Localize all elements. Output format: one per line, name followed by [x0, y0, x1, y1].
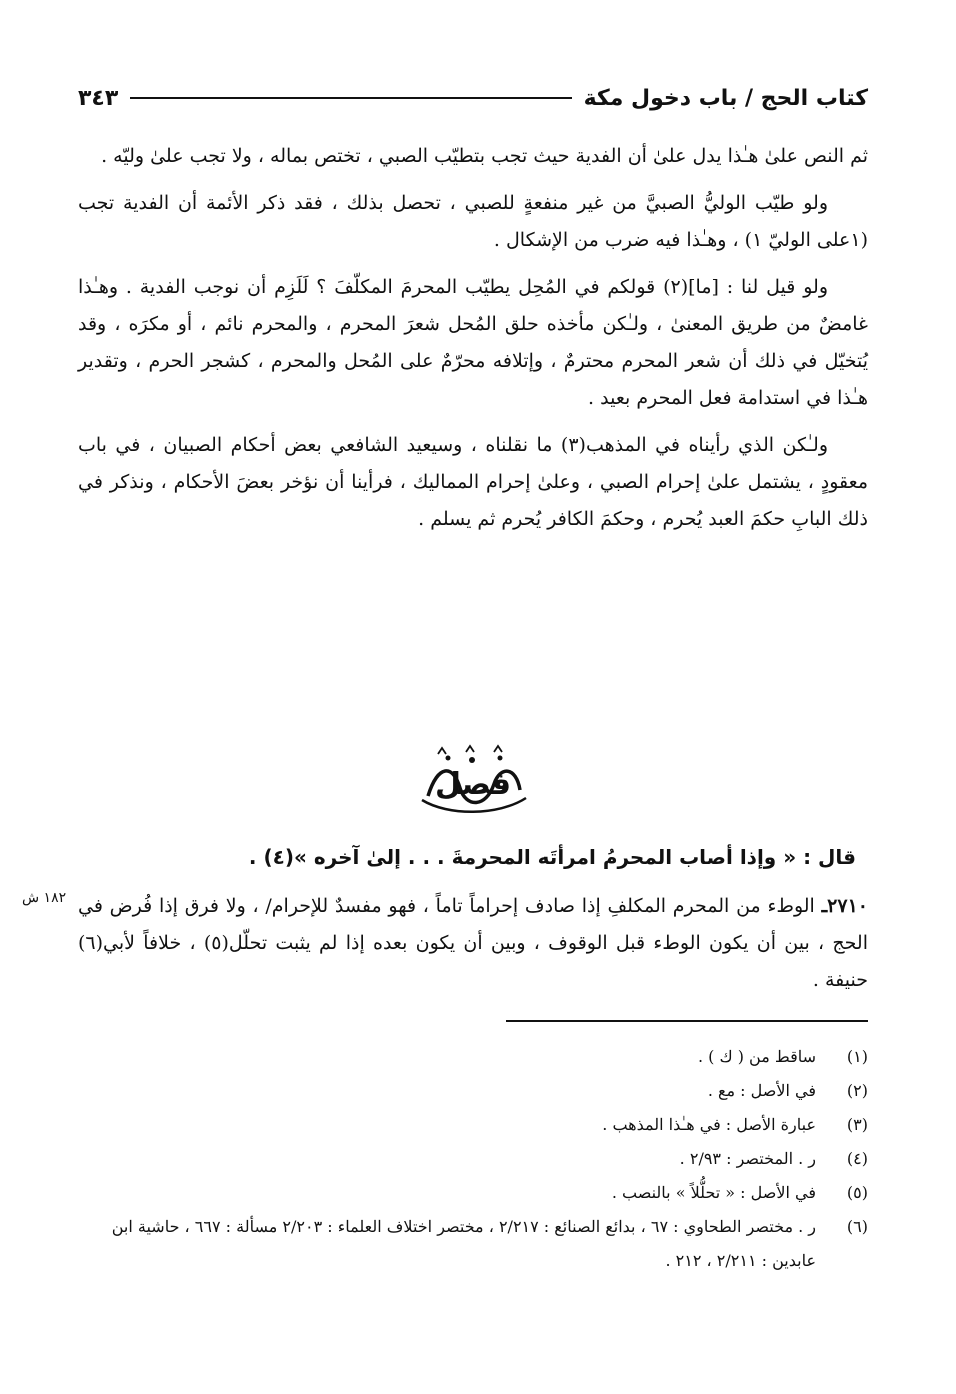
paragraph-1: ثم النص علىٰ هـٰذا يدل علىٰ أن الفدية حيث تجب بتطيّب الصبي ، تختص بماله ، ولا تجب علىٰ وليّه . — [101, 145, 868, 167]
item-number: ٢٧١٠ـ — [821, 895, 868, 917]
paragraph-2: ولو طيّب الوليُّ الصبيَّ من غير منفعةٍ للصبي ، تحصل بذلك ، فقد ذكر الأئمة أن الفدية تجب (١على الوليّ ١) ، وهـٰذا فيه ضرب من الإشكال . — [78, 192, 868, 251]
chapter-title: كتاب الحج / باب دخول مكة — [583, 85, 868, 111]
footnote-3 — [78, 1108, 868, 1142]
footnote-number: (٣) — [846, 1115, 868, 1134]
footnote-number: (٥) — [846, 1183, 868, 1202]
paragraph-3: ولو قيل لنا : [ما](٢) قولكم في المُحِل يطيّب المحرمَ المكلّفَ ؟ لَلَزِم أن نوجب الفدية . وهـٰذا غامضٌ من طريق المعنىٰ ، ولـٰكن مأخذه حلق المُحل شعرَ المحرم ، والمحرم نائم ، أو مكرَه ، وقد يُتخيّل في ذلك أن شعر المحرم محترمٌ ، وإتلافه محرّمٌ على المُحل والمحرم ، كشجر الحرم ، وتقدير هـٰذا في استدامة فعل المحرم بعيد . — [78, 276, 868, 409]
calligraphy-ornament-icon — [408, 744, 538, 824]
footnote-number: (٤) — [846, 1149, 868, 1168]
footnote-text: ر . مختصر الطحاوي : ٦٧ ، بدائع الصنائع : ٢/٢١٧ ، مختصر اختلاف العلماء : ٢/٢٠٣ مسألة : ٦٦٧ ، حاشية ابن عابدين : ٢/٢١١ ، ٢١٢ . — [111, 1217, 816, 1270]
footnote-4 — [78, 1142, 868, 1176]
header-rule — [130, 97, 571, 99]
footnote-6 — [78, 1210, 868, 1278]
footnote-number: (٦) — [846, 1217, 868, 1236]
footnote-number: (١) — [846, 1047, 868, 1066]
main-text — [78, 138, 868, 548]
footnote-text: في الأصل : « تحلُّلاً » بالنصب . — [611, 1183, 816, 1202]
margin-note: ١٨٢ ش — [22, 890, 67, 906]
footnote-rule — [506, 1020, 868, 1022]
footnote-2 — [78, 1074, 868, 1108]
ornament-title: فصل — [435, 767, 511, 802]
footnote-text: عبارة الأصل : في هـٰذا المذهب . — [602, 1115, 816, 1134]
footnote-text: في الأصل : مع . — [707, 1081, 816, 1100]
section-ornament — [408, 744, 538, 824]
footnote-text: ساقط من ( ك ) . — [697, 1047, 816, 1066]
document-page — [22, 78, 868, 1368]
footnote-text: ر . المختصر : ٢/٩٣ . — [679, 1149, 816, 1168]
footnotes — [78, 1040, 868, 1278]
section-heading: قال : « وإذا أصاب المحرمُ امرأتَه المحرمةَ . . . إلىٰ آخره »(٤) . — [248, 845, 856, 869]
footnote-number: (٢) — [846, 1081, 868, 1100]
running-header — [78, 78, 868, 118]
item-body: الوطء من المحرم المكلفِ إذا صادف إحراماً تاماً ، فهو مفسدٌ للإحرام/ ، ولا فرق إذا فُرض في الحج ، بين أن يكون الوطء قبل الوقوف ، وبين أن يكون بعده إذا لم يثبت تحلّل(٥) ، خلافاً لأبي(٦) حنيفة . — [78, 895, 868, 991]
page-number: ٣٤٣ — [78, 85, 119, 111]
footnote-5 — [78, 1176, 868, 1210]
footnote-1 — [78, 1040, 868, 1074]
paragraph-4: ولـٰكن الذي رأيناه في المذهب(٣) ما نقلناه ، وسيعيد الشافعي بعض أحكام الصبيان ، في باب معقودٍ ، يشتمل علىٰ إحرام الصبي ، وعلىٰ إحرام المماليك ، فرأينا أن نؤخر بعضَ الأحكام ، ونذكر في ذلك البابِ حكمَ العبد يُحرم ، وحكمَ الكافر يُحرم ثم يسلم . — [78, 434, 868, 530]
numbered-item — [78, 888, 868, 999]
